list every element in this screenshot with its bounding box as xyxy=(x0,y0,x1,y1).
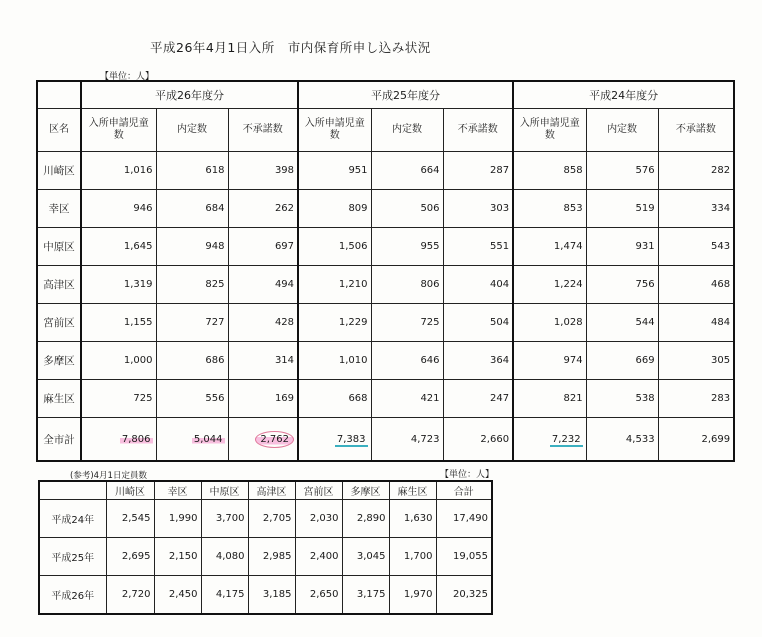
ward-header: 合計 xyxy=(436,481,492,500)
table-cell: 421 xyxy=(371,380,443,418)
table-cell: 468 xyxy=(658,266,734,304)
table-cell: 2,705 xyxy=(248,500,295,538)
table-cell: 17,490 xyxy=(436,500,492,538)
ward-name: 麻生区 xyxy=(37,380,81,418)
table-cell: 1,010 xyxy=(298,342,371,380)
table-cell: 668 xyxy=(298,380,371,418)
table-cell: 484 xyxy=(658,304,734,342)
table-cell: 398 xyxy=(228,152,298,190)
table-cell: 821 xyxy=(513,380,586,418)
table-row xyxy=(37,380,734,418)
ward-name: 宮前区 xyxy=(37,304,81,342)
table-cell: 1,506 xyxy=(298,228,371,266)
corner-cell xyxy=(37,81,81,109)
ward-name: 多摩区 xyxy=(37,342,81,380)
table-cell: 364 xyxy=(443,342,513,380)
table-cell: 4,723 xyxy=(371,418,443,462)
rejected-header: 不承諾数 xyxy=(443,109,513,152)
ward-name: 中原区 xyxy=(37,228,81,266)
table-cell: 3,700 xyxy=(201,500,248,538)
table-cell: 2,150 xyxy=(154,538,201,576)
table-cell: 684 xyxy=(156,190,228,228)
table-cell: 1,990 xyxy=(154,500,201,538)
table-cell: 951 xyxy=(298,152,371,190)
highlighted-value: 7,806 xyxy=(121,433,151,445)
year-label: 平成26年 xyxy=(39,576,106,615)
table-cell: 551 xyxy=(443,228,513,266)
ward-header: 宮前区 xyxy=(295,481,342,500)
table-cell: 1,210 xyxy=(298,266,371,304)
table-cell: 4,080 xyxy=(201,538,248,576)
table-row xyxy=(37,304,734,342)
table-cell: 809 xyxy=(298,190,371,228)
ward-header: 幸区 xyxy=(154,481,201,500)
table-cell: 646 xyxy=(371,342,443,380)
table-cell: 946 xyxy=(81,190,156,228)
table-cell: 303 xyxy=(443,190,513,228)
table-cell: 2,030 xyxy=(295,500,342,538)
table-cell: 725 xyxy=(81,380,156,418)
table-cell: 2,650 xyxy=(295,576,342,615)
table-cell: 697 xyxy=(228,228,298,266)
year-label: 平成24年 xyxy=(39,500,106,538)
header-row xyxy=(39,481,492,500)
table-row xyxy=(37,266,734,304)
corner-cell xyxy=(39,481,106,500)
unit-label: 【単位：人】 xyxy=(100,72,155,82)
table-cell: 853 xyxy=(513,190,586,228)
table-cell: 287 xyxy=(443,152,513,190)
table-cell: 1,224 xyxy=(513,266,586,304)
capacity-table xyxy=(38,480,493,615)
table-cell: 404 xyxy=(443,266,513,304)
year-label: 平成25年 xyxy=(39,538,106,576)
total-row xyxy=(37,418,734,462)
table-cell: 931 xyxy=(586,228,658,266)
admitted-header: 内定数 xyxy=(371,109,443,152)
table-row xyxy=(37,228,734,266)
table-cell: 305 xyxy=(658,342,734,380)
table-cell: 1,474 xyxy=(513,228,586,266)
table-cell: 618 xyxy=(156,152,228,190)
ward-name: 幸区 xyxy=(37,190,81,228)
table-row xyxy=(39,576,492,615)
table-cell: 858 xyxy=(513,152,586,190)
ward-header: 川崎区 xyxy=(106,481,154,500)
circled-value: 2,762 xyxy=(255,431,294,448)
table-row xyxy=(37,342,734,380)
table-cell: 314 xyxy=(228,342,298,380)
table-row xyxy=(37,152,734,190)
ward-header: 多摩区 xyxy=(342,481,389,500)
table-cell: 3,185 xyxy=(248,576,295,615)
table-cell: 506 xyxy=(371,190,443,228)
table-cell: 19,055 xyxy=(436,538,492,576)
table-cell: 428 xyxy=(228,304,298,342)
table-cell: 1,028 xyxy=(513,304,586,342)
table-cell: 538 xyxy=(586,380,658,418)
table-cell: 504 xyxy=(443,304,513,342)
highlighted-value: 5,044 xyxy=(193,433,223,445)
table-cell: 544 xyxy=(586,304,658,342)
table-cell: 1,645 xyxy=(81,228,156,266)
table-cell xyxy=(228,418,298,462)
table-row xyxy=(37,190,734,228)
table-cell xyxy=(81,418,156,462)
table-cell: 543 xyxy=(658,228,734,266)
table-cell xyxy=(513,418,586,462)
table-cell: 576 xyxy=(586,152,658,190)
admitted-header: 内定数 xyxy=(156,109,228,152)
applicants-header: 入所申請児童数 xyxy=(513,109,586,152)
rejected-header: 不承諾数 xyxy=(228,109,298,152)
ward-header: 区名 xyxy=(37,109,81,152)
table-cell: 3,045 xyxy=(342,538,389,576)
table-cell: 2,699 xyxy=(658,418,734,462)
unit-label: 【単位：人】 xyxy=(440,470,495,480)
table-cell: 2,545 xyxy=(106,500,154,538)
table-cell: 725 xyxy=(371,304,443,342)
table-cell: 2,695 xyxy=(106,538,154,576)
ward-name: 高津区 xyxy=(37,266,81,304)
underlined-value: 7,383 xyxy=(336,433,366,445)
table-cell: 1,155 xyxy=(81,304,156,342)
table-cell: 1,319 xyxy=(81,266,156,304)
table-cell: 2,400 xyxy=(295,538,342,576)
table-cell: 664 xyxy=(371,152,443,190)
ward-header: 中原区 xyxy=(201,481,248,500)
table-cell: 756 xyxy=(586,266,658,304)
table-row xyxy=(39,538,492,576)
table-cell: 948 xyxy=(156,228,228,266)
table-cell: 1,229 xyxy=(298,304,371,342)
table-cell: 334 xyxy=(658,190,734,228)
table-cell: 1,016 xyxy=(81,152,156,190)
table-cell: 247 xyxy=(443,380,513,418)
table-cell: 669 xyxy=(586,342,658,380)
applicants-header: 入所申請児童数 xyxy=(298,109,371,152)
table-cell: 686 xyxy=(156,342,228,380)
table-cell: 1,630 xyxy=(389,500,436,538)
table-cell: 1,000 xyxy=(81,342,156,380)
table-cell: 556 xyxy=(156,380,228,418)
table-cell: 2,720 xyxy=(106,576,154,615)
table-cell: 2,450 xyxy=(154,576,201,615)
year-header: 平成26年度分 xyxy=(81,81,298,109)
table-cell: 825 xyxy=(156,266,228,304)
total-label: 全市計 xyxy=(37,418,81,462)
table-cell: 2,660 xyxy=(443,418,513,462)
underlined-value: 7,232 xyxy=(551,433,581,445)
ward-header: 麻生区 xyxy=(389,481,436,500)
year-header: 平成24年度分 xyxy=(513,81,734,109)
table-cell: 519 xyxy=(586,190,658,228)
applicants-header: 入所申請児童数 xyxy=(81,109,156,152)
table-cell: 2,985 xyxy=(248,538,295,576)
table-cell: 283 xyxy=(658,380,734,418)
table-cell: 727 xyxy=(156,304,228,342)
rejected-header: 不承諾数 xyxy=(658,109,734,152)
table-cell: 974 xyxy=(513,342,586,380)
year-header: 平成25年度分 xyxy=(298,81,513,109)
page-title: 平成26年4月1日入所 市内保育所申し込み状況 xyxy=(150,40,431,55)
table-cell: 3,175 xyxy=(342,576,389,615)
application-status-table xyxy=(36,80,735,462)
ward-header: 高津区 xyxy=(248,481,295,500)
table-cell: 4,533 xyxy=(586,418,658,462)
table-cell xyxy=(298,418,371,462)
table-cell: 1,970 xyxy=(389,576,436,615)
table-cell: 262 xyxy=(228,190,298,228)
table-cell: 494 xyxy=(228,266,298,304)
table-row xyxy=(39,500,492,538)
ward-name: 川崎区 xyxy=(37,152,81,190)
table-cell: 1,700 xyxy=(389,538,436,576)
table-cell: 169 xyxy=(228,380,298,418)
table-cell: 806 xyxy=(371,266,443,304)
admitted-header: 内定数 xyxy=(586,109,658,152)
table-cell: 282 xyxy=(658,152,734,190)
table-cell: 955 xyxy=(371,228,443,266)
reference-label: (参考)4月1日定員数 xyxy=(70,471,147,481)
table-cell: 2,890 xyxy=(342,500,389,538)
table-cell: 4,175 xyxy=(201,576,248,615)
table-cell xyxy=(156,418,228,462)
table-cell: 20,325 xyxy=(436,576,492,615)
